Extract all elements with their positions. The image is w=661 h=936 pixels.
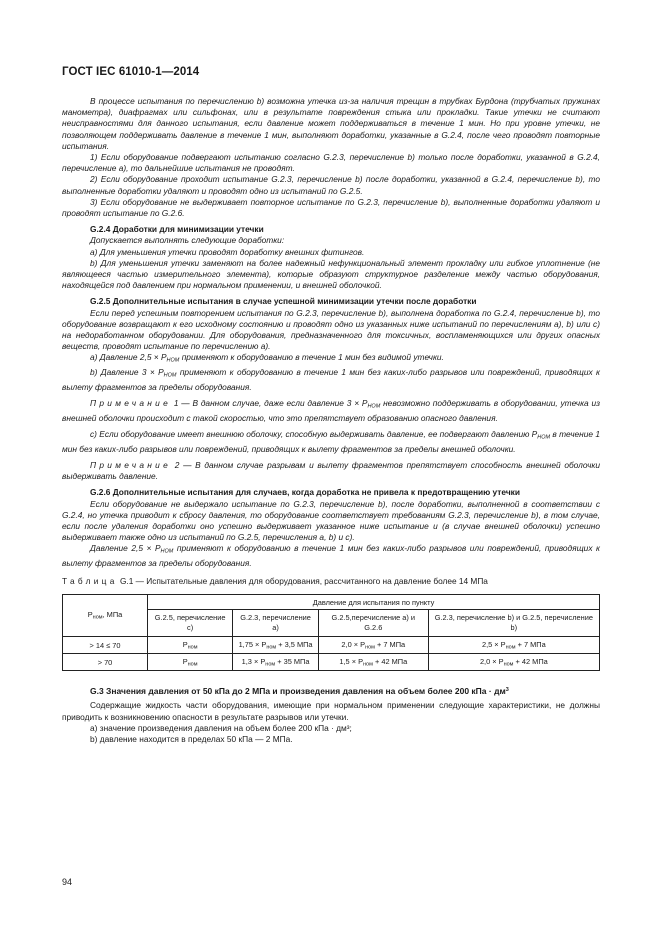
document-page (62, 66, 600, 745)
page-number: 94 (62, 877, 73, 887)
paragraph: Давление $2,5 \times P_{НОМ}$ применяют к оборудованию в течение 1 мин без каких-либо разрывов или повреждений, приводящих к вылету фрагментов за пределы оборудования. (62, 543, 600, 569)
table-header-pnom: $P_{ном}$, МПа (63, 595, 148, 637)
table-row: > 70 $P_{ном}$ $1,3 \times P_{ном} + 35$ МПа $1,5 \times P_{ном} + 42$ МПа $2,0 \times P_{ном} + 42$ МПа (63, 654, 600, 671)
section-heading: G.2.4 Доработки для минимизации утечки (90, 224, 264, 235)
section-heading: G.2.6 Дополнительные испытания для случаев, когда доработка не привела к предотвращению утечки (90, 487, 520, 498)
table-row: > 14 ≤ 70 $P_{ном}$ $1,75 \times P_{ном} + 3,5$ МПа $2,0 \times P_{ном} + 7$ МПа $2,5 \times P_{ном} + 7$ МПа (63, 637, 600, 654)
table-group-header: Давление для испытания по пункту (148, 595, 600, 610)
paragraph: с) Если оборудование имеет внешнюю оболочку, способную выдерживать давление, ее подвергают давлению $P_{НОМ}$ в течение 1 мин без каких-либо разрывов или повреждений, приводящих к вылету фрагментов за пределы внешней оболочки. (62, 428, 600, 454)
pressure-table (62, 594, 600, 671)
paragraph: Содержащие жидкость части оборудования, имеющие при нормальном применении следующие характеристики, не должны приводить к возникновению опасности в результате разрывов или утечки. (62, 700, 600, 722)
paragraph: В процессе испытания по перечислению b) возможна утечка из-за наличия трещин в трубках Бурдона (трубчатых пружинах манометра), диафрагмах или сильфонах, или в результате повреждения стыка или прокладки. Такие утечки не считают неисправностями для данного испытания, если давление может поддерживаться в течение 1 мин. Но при уровне утечки, не позволяющем поддерживать давление в течение 1 мин, выполняют доработки, указанные в G.2.4, после чего проводят повторные испытания. (62, 96, 600, 151)
table-header: G.2.5,перечисление а) и G.2.6 (318, 610, 428, 637)
paragraph: 3) Если оборудование не выдерживает повторное испытание по G.2.3, перечисление b), выполненные доработки удаляют и проводят испытание по G.2.6. (62, 196, 600, 219)
paragraph: Допускается выполнять следующие доработки: (90, 235, 285, 246)
note: Примечание 2 — В данном случае разрывам и вылету фрагментов препятствует способность внешней оболочки выдерживать давление. (62, 459, 600, 482)
table-header: G.2.3, перечисление а) (233, 610, 319, 637)
paragraph: b) давление находится в пределах 50 кПа — 2 МПа. (90, 734, 293, 745)
table-caption: Таблица G.1 — Испытательные давления для оборудования, рассчитанного на давление более 14 МПа (62, 576, 488, 587)
paragraph: Если перед успешным повторением испытания по G.2.3, перечисление b), выполнена доработка по G.2.4, перечисление b), то оборудование возвращают к его исходному состоянию и проводят одно из указанных ниже испытаний по перечислениям а), b) или с) на недоработанном оборудовании. Для оборудования, предназначенного для токсичных, воспламеняющихся или других опасных веществ, проводят испытание по перечислению а). (62, 307, 600, 352)
paragraph: а) значение произведения давления на объем более 200 кПа · дм³; (90, 722, 352, 733)
document-header: ГОСТ IEC 61010-1—2014 (62, 66, 200, 78)
table-header: G.2.5, перечисление с) (148, 610, 233, 637)
paragraph: 2) Если оборудование проходит испытание G.2.3, перечисление b) после доработки, указанной в G.2.4, перечисление b), то выполненные доработки удаляют и проводят одно из испытаний по G.2.5. (62, 174, 600, 196)
paragraph: а) Давление $2,5 \times P_{НОМ}$ применяют к оборудованию в течение 1 мин без видимой утечки. (90, 352, 444, 364)
paragraph: а) Для уменьшения утечки проводят доработку внешних фитингов. (90, 246, 365, 257)
note: Примечание 1 — В данном случае, даже если давление $3 \times P_{НОМ}$ невозможно поддерживать в оборудовании, утечка из внешней оболочки происходит с такой скоростью, что это препятствует образованию опасного давления. (62, 398, 600, 423)
paragraph: b) Давление $3 \times P_{НОМ}$ применяют к оборудованию в течение 1 мин без каких-либо разрывов или повреждений, приводящих к вылету фрагментов за пределы оборудования. (62, 367, 600, 392)
paragraph: 1) Если оборудование подвергают испытанию согласно G.2.3, перечисление b) только после доработки, указанной в G.2.4, перечисление а), то дальнейшие испытания не проводят. (62, 152, 600, 174)
section-heading: G.2.5 Дополнительные испытания в случае успешной минимизации утечки после доработки (90, 296, 477, 307)
table-header: G.2.3, перечисление b) и G.2.5, перечисление b) (428, 610, 599, 637)
paragraph: Если оборудование не выдержало испытание по G.2.3, перечисление b), после доработки, выполненной в соответствии с G.2.4, но утечка приводит к сбросу давления, то оборудование соответствует требованиям G.2.3, перечисление b), в том случае, если после удаления доработки оно успешно выдерживает указанное ниже испытание и (в случае внешней оболочки) успешно выдерживает также одно из испытаний по G.2.5, перечисления а, b) и с). (62, 498, 600, 543)
paragraph: b) Для уменьшения утечки заменяют на более надежный нефункциональный элемент прокладку или гибкое уплотнение (не являющееся частью измерительного элемента), которые образуют структурное разделение между частью оборудования, находящейся под давлением при нормальном применении, и внешней оболочкой. (62, 257, 600, 291)
section-heading: G.3 Значения давления от 50 кПа до 2 МПа и произведения давления на объем более 200 кПа · $дм^3$ (90, 686, 509, 697)
